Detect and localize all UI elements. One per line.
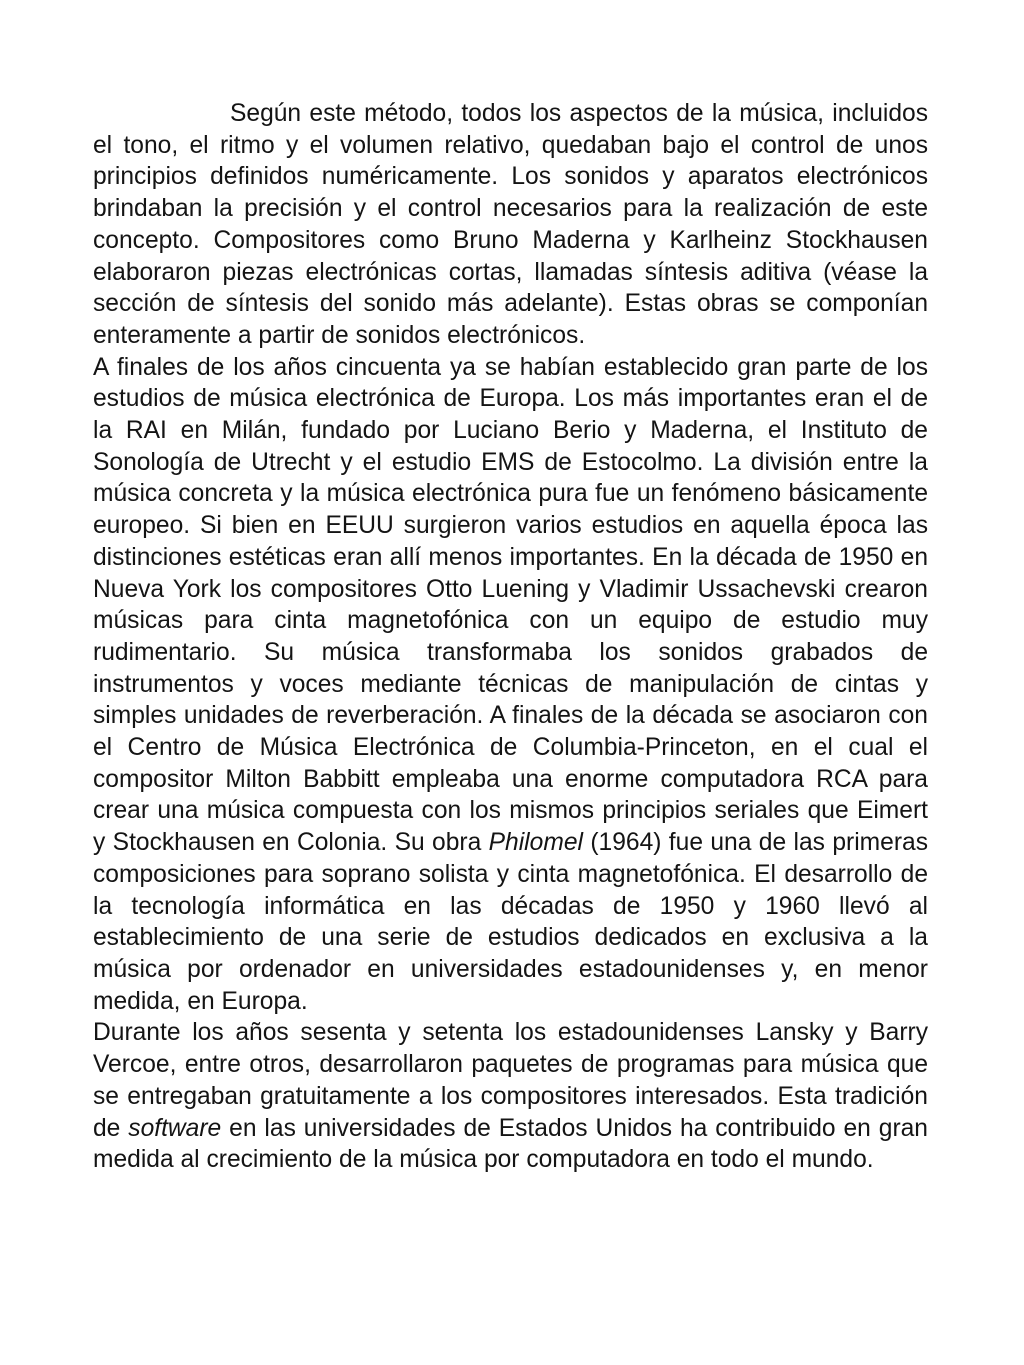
- paragraph-2-text-part-2: (1964) fue una de las primeras composiciones para soprano solista y cinta magnetofónica. El desarrollo de la tecnología informática en las décadas de 1950 y 1960 llevó al establecimiento de una serie de estudios dedicados en exclusiva a la música por ordenador en universidades estadounidenses y, en menor medida, en Europa.: [93, 829, 928, 1015]
- italic-term: software: [128, 1114, 222, 1142]
- italic-work-title: Philomel: [488, 829, 583, 857]
- paragraph-3-text-part-1: Durante los años sesenta y setenta los estadounidenses Lansky y Barry Vercoe, entre otros, desarrollaron paquetes de programas para música que se entregaban gratuitamente a los compositores interesados. Esta tradición de: [93, 1019, 928, 1142]
- paragraph-1: [93, 98, 928, 352]
- paragraph-3-text-part-2: en las universidades de Estados Unidos ha contribuido en gran medida al crecimiento de la música por computadora en todo el mundo.: [93, 1114, 928, 1174]
- paragraph-1-text: Según este método, todos los aspectos de la música, incluidos el tono, el ritmo y el volumen relativo, quedaban bajo el control de unos principios definidos numéricamente. Los sonidos y aparatos electrónicos brindaban la precisión y el control necesarios para la realización de este concepto. Compositores como Bruno Maderna y Karlheinz Stockhausen elaboraron piezas electrónicas cortas, llamadas síntesis aditiva (véase la sección de síntesis del sonido más adelante). Estas obras se componían enteramente a partir de sonidos electrónicos.: [93, 100, 928, 349]
- paragraph-3: [93, 1017, 928, 1176]
- document-body: [93, 98, 928, 1176]
- paragraph-2: [93, 352, 928, 1018]
- paragraph-2-text-part-1: A finales de los años cincuenta ya se habían establecido gran parte de los estudios de música electrónica de Europa. Los más importantes eran el de la RAI en Milán, fundado por Luciano Berio y Maderna, el Instituto de Sonología de Utrecht y el estudio EMS de Estocolmo. La división entre la música concreta y la música electrónica pura fue un fenómeno básicamente europeo. Si bien en EEUU surgieron varios estudios en aquella época las distinciones estéticas eran allí menos importantes. En la década de 1950 en Nueva York los compositores Otto Luening y Vladimir Ussachevski crearon músicas para cinta magnetofónica con un equipo de estudio muy rudimentario. Su música transformaba los sonidos grabados de instrumentos y voces mediante técnicas de manipulación de cintas y simples unidades de reverberación. A finales de la década se asociaron con el Centro de Música Electrónica de Columbia-Princeton, en el cual el compositor Milton Babbitt empleaba una enorme computadora RCA para crear una música compuesta con los mismos principios seriales que Eimert y Stockhausen en Colonia. Su obra: [93, 353, 928, 857]
